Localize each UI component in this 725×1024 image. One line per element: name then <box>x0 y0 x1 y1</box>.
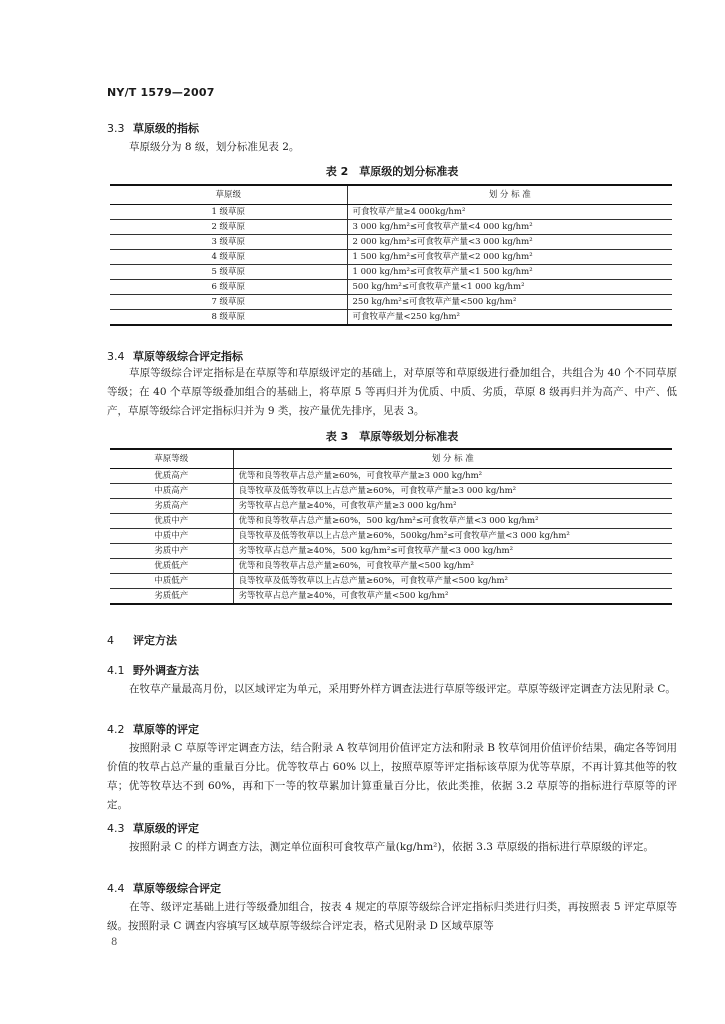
table-2-caption: 表 2 草原级的划分标准表 <box>325 165 459 178</box>
table-row <box>110 205 672 220</box>
table-header-cell: 草原级 <box>110 185 347 205</box>
table-row <box>110 499 672 514</box>
table-header-cell: 划 分 标 准 <box>233 449 672 469</box>
table-3 <box>110 448 672 605</box>
criteria-cell: 可食牧草产量≥4 000kg/hm² <box>347 205 672 220</box>
criteria-cell: 500 kg/hm²≤可食牧草产量<1 000 kg/hm² <box>347 280 672 295</box>
section-title: 草原级的评定 <box>133 822 199 835</box>
table-2 <box>110 184 672 326</box>
grade-cell: 优质低产 <box>110 559 233 574</box>
table-row <box>110 574 672 589</box>
section-number: 4.4 <box>107 882 125 895</box>
section-4-4-heading <box>107 880 221 896</box>
paragraph-text: 草原级分为 8 级，划分标准见表 2。 <box>129 141 300 153</box>
section-4-1-heading <box>107 662 199 678</box>
table-header-cell: 划 分 标 准 <box>347 185 672 205</box>
grade-cell: 7 级草原 <box>110 295 347 310</box>
criteria-cell: 优等和良等牧草占总产量≥60%，可食牧草产量<500 kg/hm² <box>233 559 672 574</box>
table-row <box>110 484 672 499</box>
grade-cell: 优质中产 <box>110 514 233 529</box>
section-4-4-paragraph <box>107 898 677 936</box>
grade-cell: 3 级草原 <box>110 235 347 250</box>
section-number: 4 <box>107 634 114 647</box>
criteria-cell: 250 kg/hm²≤可食牧草产量<500 kg/hm² <box>347 295 672 310</box>
grade-cell: 5 级草原 <box>110 265 347 280</box>
grade-cell: 中质高产 <box>110 484 233 499</box>
section-number: 4.2 <box>107 723 125 736</box>
paragraph-text: 草原等级综合评定指标是在草原等和草原级评定的基础上，对草原等和草原级进行叠加组合，共组合为 40 个不同草原等级；在 40 个草原等级叠加组合的基础上，将草原 5 等再归并为优质、中质、劣质，草原 8 级再归并为高产、中产、低产，草原等级综合评定指标归并为 9 类，按产量优先排序，见表 3。 <box>107 367 677 417</box>
section-title: 草原等级综合评定指标 <box>133 350 243 363</box>
section-4-2-heading <box>107 721 199 737</box>
table-row <box>110 250 672 265</box>
criteria-cell: 1 000 kg/hm²≤可食牧草产量<1 500 kg/hm² <box>347 265 672 280</box>
table-row <box>110 235 672 250</box>
paragraph-text: 在等、级评定基础上进行等级叠加组合，按表 4 规定的草原等级综合评定指标归类进行归类，再按照表 5 评定草原等级。按照附录 C 调查内容填写区域草原等级综合评定表，格式见附录 D 区域草原等 <box>107 901 677 932</box>
section-4-1-paragraph <box>107 680 677 699</box>
criteria-cell: 劣等牧草占总产量≥40%，可食牧草产量≥3 000 kg/hm² <box>233 499 672 514</box>
criteria-cell: 3 000 kg/hm²≤可食牧草产量<4 000 kg/hm² <box>347 220 672 235</box>
section-title: 草原等的评定 <box>133 723 199 736</box>
paragraph-text: 按照附录 C 的样方调查方法，测定单位面积可食牧草产量(kg/hm²)，依据 3.3 草原级的指标进行草原级的评定。 <box>129 841 654 853</box>
criteria-cell: 优等和良等牧草占总产量≥60%，500 kg/hm²≤可食牧草产量<3 000 kg/hm² <box>233 514 672 529</box>
page-number: 8 <box>111 937 118 948</box>
criteria-cell: 优等和良等牧草占总产量≥60%，可食牧草产量≥3 000 kg/hm² <box>233 469 672 484</box>
table-row <box>110 514 672 529</box>
grade-cell: 2 级草原 <box>110 220 347 235</box>
section-number: 3.4 <box>107 350 125 363</box>
grade-cell: 中质中产 <box>110 529 233 544</box>
section-4-heading <box>107 632 177 648</box>
criteria-cell: 劣等牧草占总产量≥40%，可食牧草产量<500 kg/hm² <box>233 589 672 605</box>
section-4-3-paragraph <box>107 838 677 857</box>
table-3-caption: 表 3 草原等级划分标准表 <box>325 430 459 443</box>
criteria-cell: 可食牧草产量<250 kg/hm² <box>347 310 672 326</box>
section-title: 野外调查方法 <box>133 664 199 677</box>
table-row <box>110 310 672 326</box>
standard-number: NY/T 1579—2007 <box>107 86 215 99</box>
table-header-cell: 草原等级 <box>110 449 233 469</box>
section-4-3-heading <box>107 820 199 836</box>
table-row <box>110 589 672 605</box>
grade-cell: 劣质高产 <box>110 499 233 514</box>
grade-cell: 8 级草原 <box>110 310 347 326</box>
paragraph-text: 按照附录 C 草原等评定调查方法，结合附录 A 牧草饲用价值评定方法和附录 B 牧草饲用价值评价结果，确定各等饲用价值的牧草占总产量的重量百分比。优等牧草占 60% 以上，按照草原等评定指标该草原为优等草原，不再计算其他等的牧草；优等牧草达不到 60%，再和下一等的牧草累加计算重量百分比，依此类推，依据 3.2 草原等的指标进行草原等的评定。 <box>107 742 677 811</box>
grade-cell: 4 级草原 <box>110 250 347 265</box>
section-number: 4.3 <box>107 822 125 835</box>
section-title: 草原级的指标 <box>133 122 199 135</box>
criteria-cell: 良等牧草及低等牧草以上占总产量≥60%，可食牧草产量<500 kg/hm² <box>233 574 672 589</box>
table-row <box>110 544 672 559</box>
table-row <box>110 265 672 280</box>
grade-cell: 中质低产 <box>110 574 233 589</box>
table-header-row <box>110 185 672 205</box>
table-row <box>110 220 672 235</box>
table-row <box>110 559 672 574</box>
section-title: 评定方法 <box>133 634 177 647</box>
grade-cell: 1 级草原 <box>110 205 347 220</box>
criteria-cell: 1 500 kg/hm²≤可食牧草产量<2 000 kg/hm² <box>347 250 672 265</box>
criteria-cell: 2 000 kg/hm²≤可食牧草产量<3 000 kg/hm² <box>347 235 672 250</box>
section-3-4-heading <box>107 348 243 364</box>
section-number: 3.3 <box>107 122 125 135</box>
grade-cell: 优质高产 <box>110 469 233 484</box>
section-4-2-paragraph <box>107 739 677 815</box>
table-row <box>110 295 672 310</box>
section-3-3-heading <box>107 120 199 136</box>
table-header-row <box>110 449 672 469</box>
paragraph-text: 在牧草产量最高月份，以区域评定为单元，采用野外样方调查法进行草原等级评定。草原等级评定调查方法见附录 C。 <box>129 683 676 695</box>
criteria-cell: 劣等牧草占总产量≥40%，500 kg/hm²≤可食牧草产量<3 000 kg/hm² <box>233 544 672 559</box>
grade-cell: 6 级草原 <box>110 280 347 295</box>
section-3-3-paragraph <box>107 138 677 157</box>
section-3-4-paragraph <box>107 364 677 421</box>
criteria-cell: 良等牧草及低等牧草以上占总产量≥60%，可食牧草产量≥3 000 kg/hm² <box>233 484 672 499</box>
grade-cell: 劣质低产 <box>110 589 233 605</box>
section-title: 草原等级综合评定 <box>133 882 221 895</box>
criteria-cell: 良等牧草及低等牧草以上占总产量≥60%，500kg/hm²≤可食牧草产量<3 000 kg/hm² <box>233 529 672 544</box>
table-row <box>110 529 672 544</box>
table-row <box>110 280 672 295</box>
section-number: 4.1 <box>107 664 125 677</box>
table-row <box>110 469 672 484</box>
grade-cell: 劣质中产 <box>110 544 233 559</box>
